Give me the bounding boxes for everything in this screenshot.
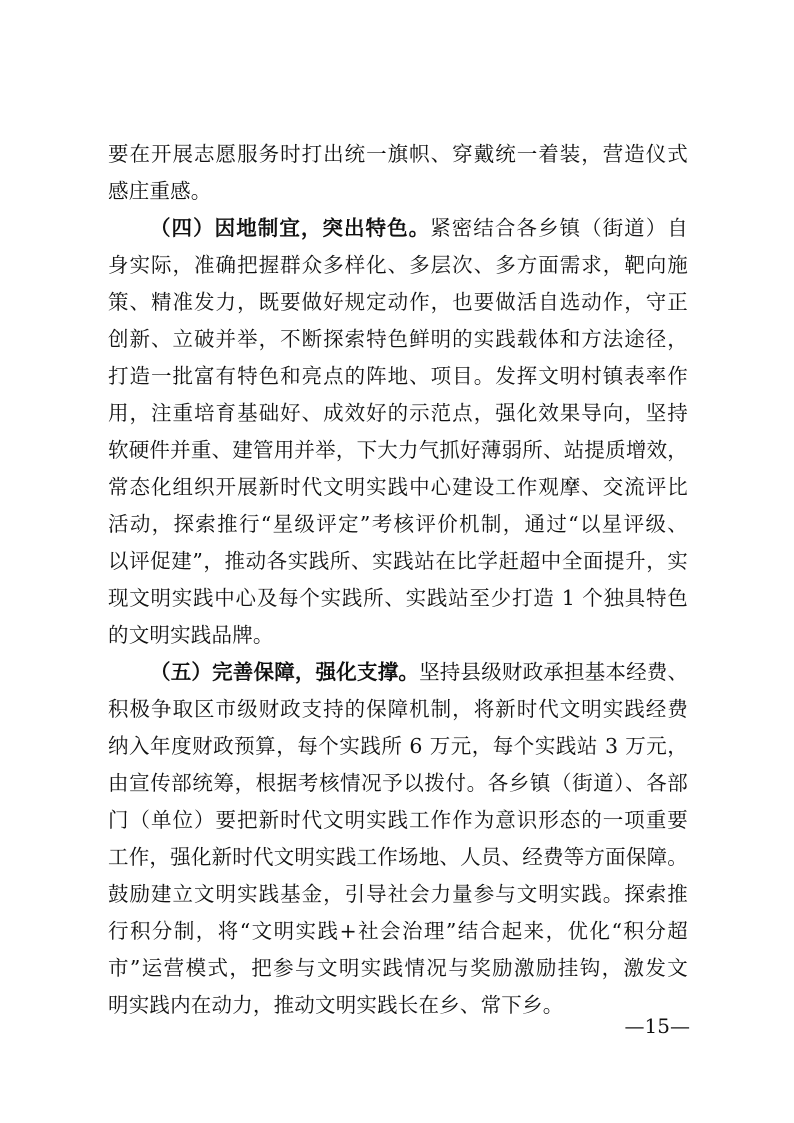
body-line: 积极争取区市级财政支持的保障机制，将新时代文明实践经费 xyxy=(108,697,688,721)
body-line: 鼓励建立文明实践基金，引导社会力量参与文明实践。探索推 xyxy=(108,882,688,906)
section-heading: （五）完善保障，强化支撑。 xyxy=(150,660,420,684)
body-line: 以评促建”，推动各实践所、实践站在比学赶超中全面提升，实 xyxy=(108,549,688,573)
body-line: 身实际，准确把握群众多样化、多层次、多方面需求，靶向施 xyxy=(108,253,688,277)
body-line: 纳入年度财政预算，每个实践所 6 万元，每个实践站 3 万元， xyxy=(108,734,688,758)
body-line: 用，注重培育基础好、成效好的示范点，强化效果导向，坚持 xyxy=(108,401,688,425)
body-line: 行积分制，将“文明实践+社会治理”结合起来，优化“积分超 xyxy=(108,919,688,943)
body-line: 由宣传部统筹，根据考核情况予以拨付。各乡镇（街道）、各部 xyxy=(108,771,688,795)
body-line: 现文明实践中心及每个实践所、实践站至少打造 1 个独具特色 xyxy=(108,586,688,610)
body-line: 软硬件并重、建管用并举，下大力气抓好薄弱所、站提质增效， xyxy=(108,438,688,462)
body-line: 打造一批富有特色和亮点的阵地、项目。发挥文明村镇表率作 xyxy=(108,364,688,388)
body-line: 要在开展志愿服务时打出统一旗帜、穿戴统一着装，营造仪式 xyxy=(108,142,688,166)
body-line: 门（单位）要把新时代文明实践工作作为意识形态的一项重要 xyxy=(108,808,688,832)
body-line: 感庄重感。 xyxy=(108,179,212,203)
section-heading-line: （四）因地制宜，突出特色。紧密结合各乡镇（街道）自 xyxy=(150,216,688,240)
section-heading: （四）因地制宜，突出特色。 xyxy=(150,216,431,240)
body-line: 创新、立破并举，不断探索特色鲜明的实践载体和方法途径， xyxy=(108,327,688,351)
body-line: 市”运营模式，把参与文明实践情况与奖励激励挂钩，激发文 xyxy=(108,956,688,980)
section-heading-line: （五）完善保障，强化支撑。坚持县级财政承担基本经费、 xyxy=(150,660,689,684)
body-line: 的文明实践品牌。 xyxy=(108,623,274,647)
body-line: 明实践内在动力，推动文明实践长在乡、常下乡。 xyxy=(108,993,564,1017)
body-line: 策、精准发力，既要做好规定动作，也要做活自选动作，守正 xyxy=(108,290,688,314)
body-line: 常态化组织开展新时代文明实践中心建设工作观摩、交流评比 xyxy=(108,475,688,499)
body-line: 活动，探索推行“星级评定”考核评价机制，通过“以星评级、 xyxy=(108,512,688,536)
body-line: 工作，强化新时代文明实践工作场地、人员、经费等方面保障。 xyxy=(108,845,688,869)
page-number: —15— xyxy=(624,1014,690,1038)
